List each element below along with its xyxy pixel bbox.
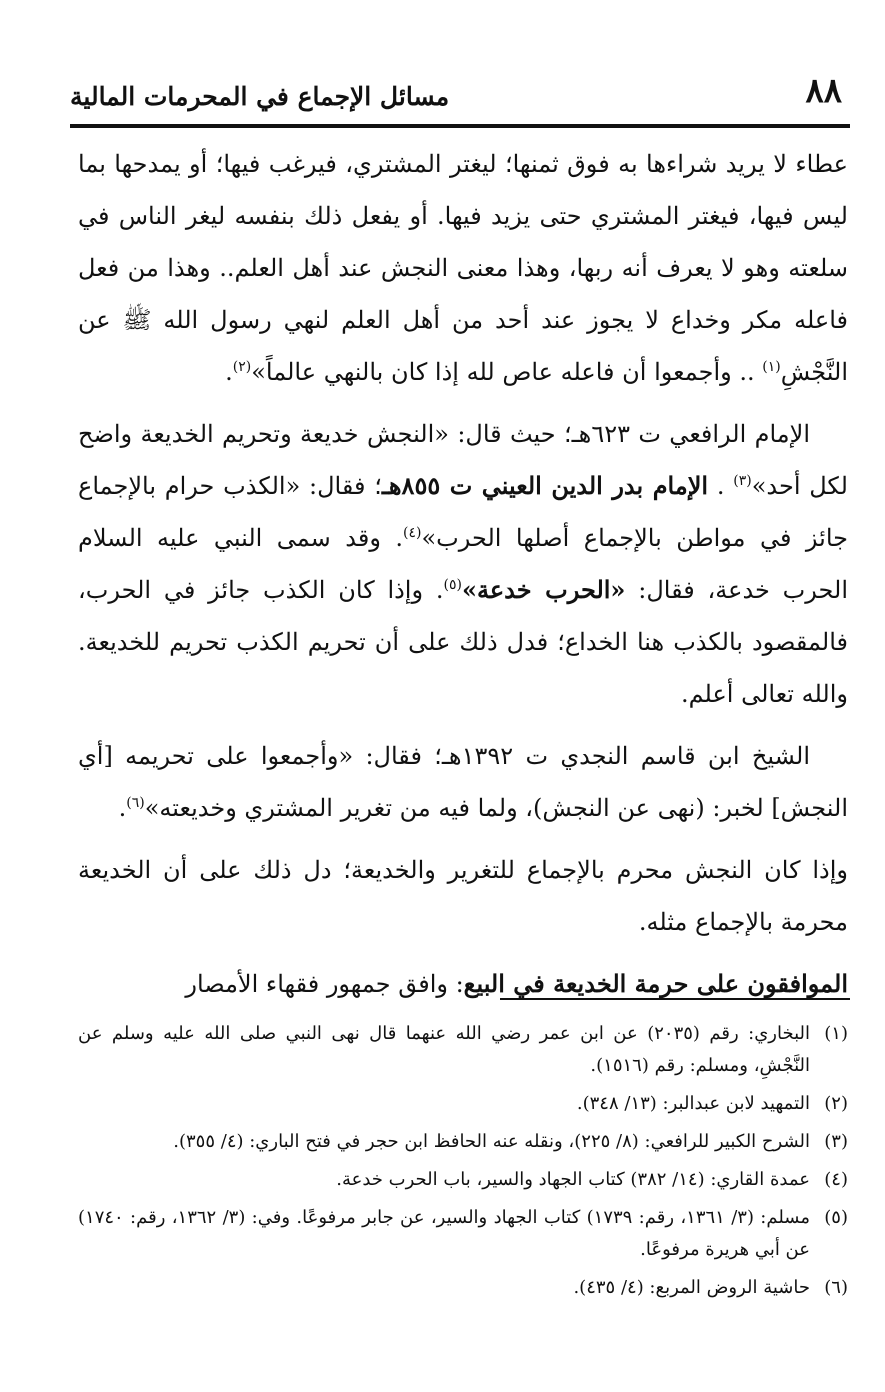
paragraph-3-text: الشيخ ابن قاسم النجدي ت ١٣٩٢هـ؛ فقال: «وأجمعوا على تحريمه [أي النجش] لخبر: (نهى عن النجش)، ولما فيه من تغرير المشتري وخديعته»	[78, 742, 848, 822]
running-title: مسائل الإجماع في المحرمات المالية	[70, 82, 450, 111]
footnote-ref-1: (١)	[762, 359, 781, 375]
footnote-item	[78, 1018, 848, 1082]
paragraph-2	[78, 408, 848, 720]
footnote-item	[78, 1088, 848, 1120]
paragraph-1-end: .	[225, 358, 233, 386]
footnote-rule	[500, 998, 850, 1000]
scholar-name-aini: الإمام بدر الدين العيني ت ٨٥٥هـ	[381, 471, 709, 500]
paragraph-1-text: عطاء لا يريد شراءها به فوق ثمنها؛ ليغتر المشتري، فيرغب فيها؛ أو يمدحها بما ليس فيها، فيغتر المشتري حتى يزيد فيها. أو يفعل ذلك بنفسه ليغر الناس في سلعته وهو لا يعرف أنه ربها، وهذا معنى النجش عند أهل العلم.. وهذا من فعل فاعله مكر وخداع لا يجوز عند أحد من أهل العلم لنهي رسول الله ﷺ عن النَّجْشِ	[78, 150, 848, 386]
paragraph-4-text: وإذا كان النجش محرم بالإجماع للتغرير والخديعة؛ دل ذلك على أن الخديعة محرمة بالإجماع مثله.	[78, 856, 848, 936]
footnote-number: (٤)	[824, 1169, 848, 1190]
footnote-ref-5: (٥)	[443, 577, 462, 593]
footnote-ref-2: (٢)	[232, 359, 252, 375]
hadith-quote: «الحرب خدعة»	[461, 575, 626, 604]
footnote-item	[78, 1164, 848, 1196]
paragraph-2-text: الإمام الرافعي ت ٦٢٣هـ؛ حيث قال: «النجش خديعة وتحريم الخديعة واضح لكل أحد»	[78, 420, 848, 500]
footnote-item	[78, 1202, 848, 1266]
header-rule	[70, 124, 850, 128]
footnotes	[78, 1018, 848, 1310]
footnote-ref-3: (٣)	[733, 473, 752, 489]
page-number: ٨٨	[805, 71, 842, 111]
paragraph-1	[78, 138, 848, 398]
footnote-number: (٥)	[824, 1207, 848, 1228]
paragraph-3	[78, 730, 848, 834]
main-text	[78, 138, 848, 1020]
footnote-text: التمهيد لابن عبدالبر: (١٣/ ٣٤٨).	[576, 1093, 810, 1114]
paragraph-4	[78, 844, 848, 948]
footnote-number: (٣)	[824, 1131, 848, 1152]
footnote-item	[78, 1126, 848, 1158]
paragraph-3-end: .	[118, 794, 127, 822]
footnote-number: (٦)	[824, 1277, 848, 1298]
footnote-ref-6: (٦)	[126, 795, 145, 811]
footnote-number: (١)	[824, 1023, 848, 1044]
footnote-item	[78, 1272, 848, 1304]
paragraph-2-cont: . وقد سمى النبي عليه السلام الحرب خدعة، فقال:	[78, 524, 848, 604]
running-head	[70, 70, 850, 126]
paragraph-2-after: ؛ فقال: «الكذب حرام بالإجماع جائز في مواطن بالإجماع أصلها الحرب»	[78, 472, 848, 552]
footnote-text: حاشية الروض المربع: (٤/ ٤٣٥).	[573, 1277, 810, 1298]
footnote-ref-4: (٤)	[403, 525, 422, 541]
footnote-number: (٢)	[824, 1093, 848, 1114]
paragraph-5-text: : وافق جمهور فقهاء الأمصار	[185, 970, 464, 998]
footnote-text: عمدة القاري: (١٤/ ٣٨٢) كتاب الجهاد والسير، باب الحرب خدعة.	[336, 1169, 810, 1190]
footnote-text: مسلم: (٣/ ١٣٦١، رقم: ١٧٣٩) كتاب الجهاد والسير، عن جابر مرفوعًا. وفي: (٣/ ١٣٦٢، رقم: ١٧٤٠) عن أبي هريرة مرفوعًا.	[78, 1207, 811, 1260]
section-heading-agreeing: الموافقون على حرمة الخديعة في البيع	[463, 969, 848, 998]
paragraph-5	[78, 958, 848, 1010]
footnote-text: الشرح الكبير للرافعي: (٨/ ٢٢٥)، ونقله عنه الحافظ ابن حجر في فتح الباري: (٤/ ٣٥٥).	[173, 1131, 810, 1152]
paragraph-2-sep: .	[708, 472, 734, 500]
paragraph-1-tail: .. وأجمعوا أن فاعله عاص لله إذا كان بالنهي عالماً»	[251, 358, 763, 386]
paragraph-2-end: . وإذا كان الكذب جائز في الحرب، فالمقصود بالكذب هنا الخداع؛ فدل ذلك على أن تحريم الكذب تحريم للخديعة. والله تعالى أعلم.	[78, 576, 848, 708]
footnote-text: البخاري: رقم (٢٠٣٥) عن ابن عمر رضي الله عنهما قال نهى النبي صلى الله عليه وسلم عن النَّجْشِ، ومسلم: رقم (١٥١٦).	[78, 1023, 810, 1076]
